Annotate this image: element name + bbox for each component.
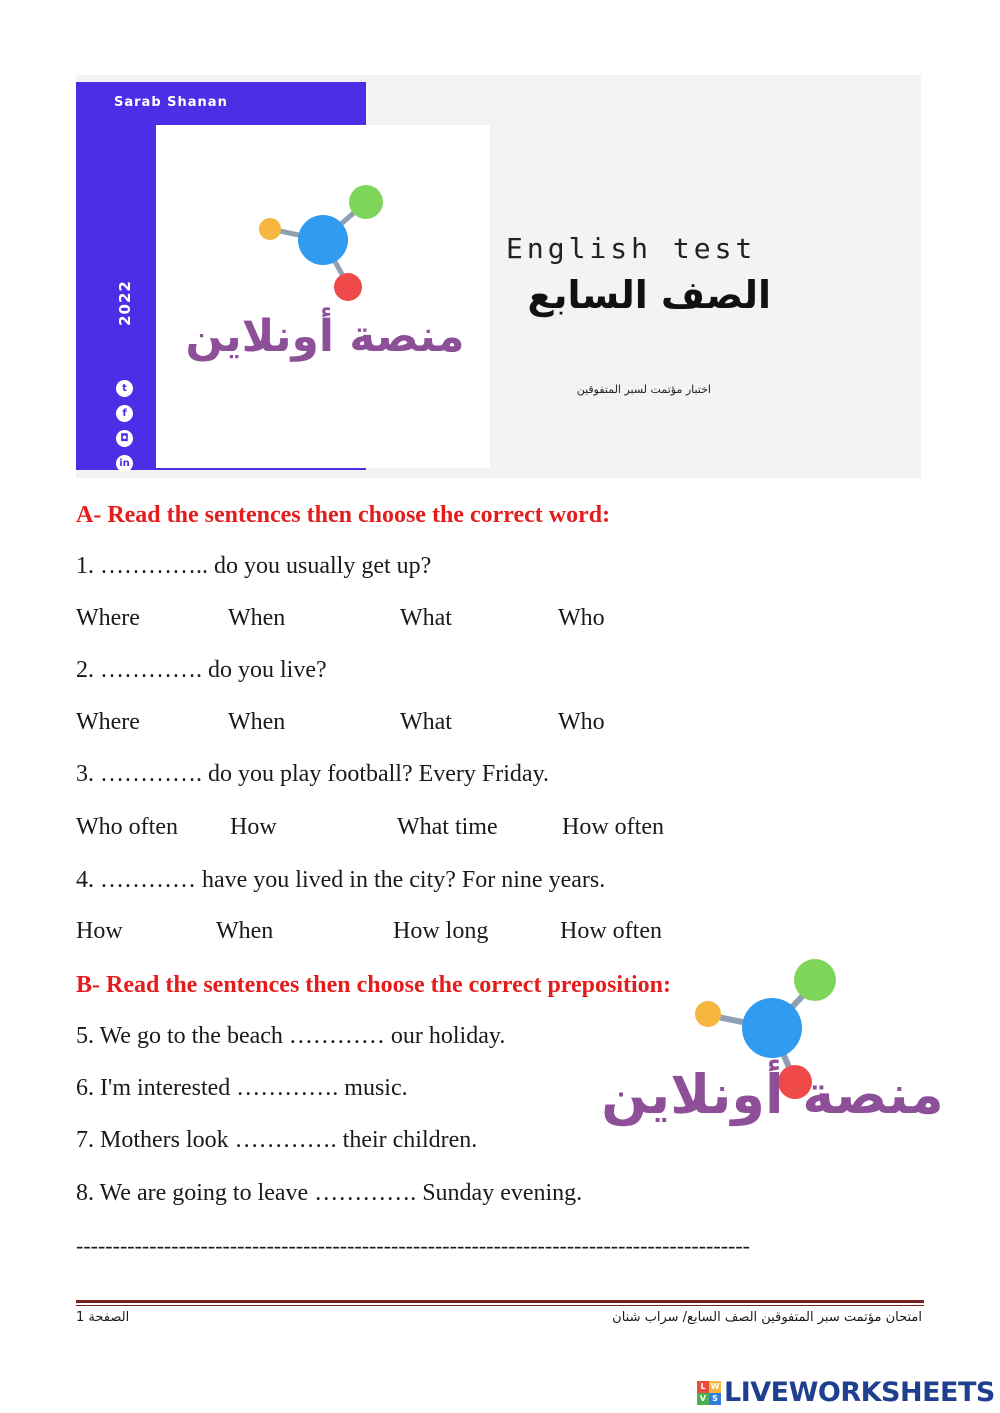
- question-4: 4. ………… have you lived in the city? For nine years.: [76, 867, 606, 893]
- q1-option-3[interactable]: What: [400, 605, 452, 631]
- logo-card: [156, 125, 490, 468]
- question-5: 5. We go to the beach ………… our holiday.: [76, 1023, 506, 1049]
- question-1: 1. ………….. do you usually get up?: [76, 553, 432, 579]
- q3-option-3[interactable]: What time: [397, 814, 498, 840]
- watermark-text: منصة أونلاين: [601, 1063, 944, 1126]
- question-6: 6. I'm interested …………. music.: [76, 1075, 408, 1101]
- instagram-icon: ◘: [116, 430, 133, 447]
- q1-option-4[interactable]: Who: [558, 605, 605, 631]
- footer-title: امتحان مؤتمت سبر المتفوقين الصف السابع/ سراب شنان: [612, 1310, 922, 1325]
- q4-option-2[interactable]: When: [216, 918, 274, 944]
- question-3: 3. …………. do you play football? Every Friday.: [76, 761, 550, 787]
- year-label: 2022: [116, 280, 134, 326]
- twitter-icon: t: [116, 380, 133, 397]
- q4-option-4[interactable]: How often: [560, 918, 662, 944]
- logo-text: منصة أونلاين: [185, 311, 465, 362]
- brand-name: LIVEWORKSHEETS: [724, 1377, 995, 1408]
- q2-option-1[interactable]: Where: [76, 709, 140, 735]
- author-name: Sarab Shanan: [114, 95, 228, 110]
- q3-option-4[interactable]: How often: [562, 814, 664, 840]
- section-b-heading: B- Read the sentences then choose the correct preposition:: [76, 972, 672, 998]
- q1-option-2[interactable]: When: [228, 605, 286, 631]
- facebook-icon: f: [116, 405, 133, 422]
- banner-title: English test: [506, 232, 757, 265]
- page-number: الصفحة 1: [76, 1310, 130, 1325]
- footer-rule-thin: [76, 1305, 924, 1306]
- linkedin-icon: in: [116, 455, 133, 472]
- q2-option-3[interactable]: What: [400, 709, 452, 735]
- dashed-separator: --------------------------------------------------------------------------------------------: [76, 1233, 751, 1258]
- banner-subtitle: اختبار مؤتمت لسبر المتفوقين: [576, 383, 711, 396]
- q4-option-1[interactable]: How: [76, 918, 123, 944]
- liveworksheets-brand[interactable]: [697, 1377, 995, 1408]
- question-7: 7. Mothers look …………. their children.: [76, 1127, 478, 1153]
- header-banner: [76, 75, 921, 478]
- section-a-heading: A- Read the sentences then choose the correct word:: [76, 502, 611, 528]
- question-2: 2. …………. do you live?: [76, 657, 327, 683]
- banner-grade: الصف السابع: [527, 273, 771, 317]
- q2-option-2[interactable]: When: [228, 709, 286, 735]
- liveworksheets-logo-icon: L W V S: [697, 1381, 721, 1405]
- q3-option-2[interactable]: How: [230, 814, 277, 840]
- q2-option-4[interactable]: Who: [558, 709, 605, 735]
- question-8: 8. We are going to leave …………. Sunday evening.: [76, 1180, 583, 1206]
- q1-option-1[interactable]: Where: [76, 605, 140, 631]
- footer-rule: [76, 1300, 924, 1303]
- molecule-logo-icon: [156, 125, 490, 325]
- q4-option-3[interactable]: How long: [393, 918, 489, 944]
- q3-option-1[interactable]: Who often: [76, 814, 178, 840]
